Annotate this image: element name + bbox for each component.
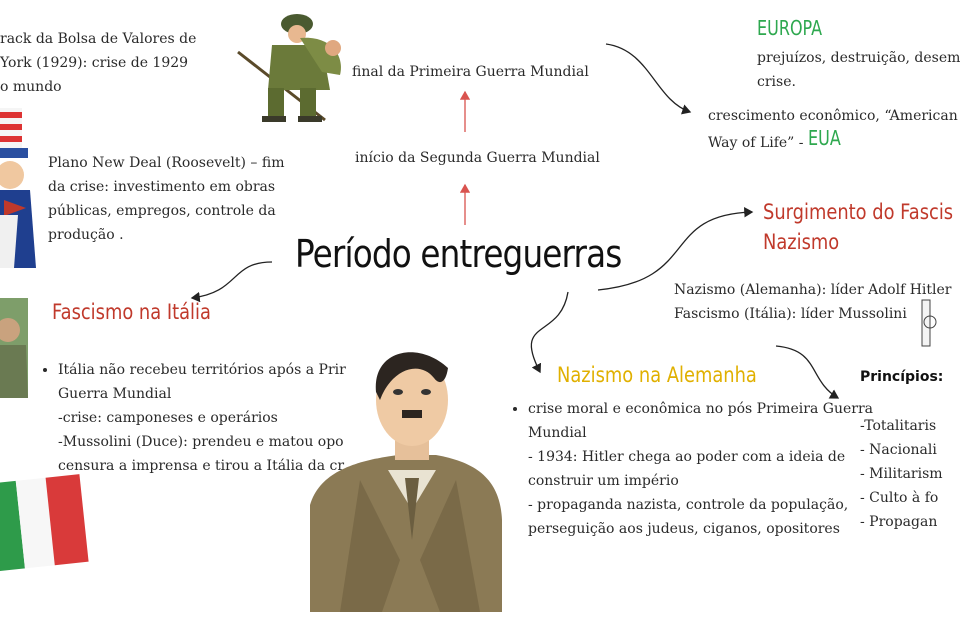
europa-text: prejuízos, destruição, desem crise. bbox=[757, 50, 960, 90]
nazismo-text: • crise moral e econômica no pós Primeira Guerra Mundial - 1934: Hitler chega ao poder com a ideia de construir um império - propaganda nazista, controle da população, perseguição aos judeus, ciganos, opositores bbox=[506, 397, 873, 541]
italy-flag bbox=[0, 474, 89, 571]
fascismo-header: Fascismo na Itália bbox=[52, 300, 211, 324]
uncle-sam-illustration bbox=[0, 108, 36, 268]
arrow-final-to-europa bbox=[606, 44, 690, 112]
node-inicio-segunda-guerra: início da Segunda Guerra Mundial bbox=[355, 150, 600, 166]
arrow-title-to-fascismo bbox=[192, 262, 272, 298]
principios-header: Princípios: bbox=[860, 369, 944, 385]
node-final-primeira-guerra: final da Primeira Guerra Mundial bbox=[352, 64, 589, 80]
europa-header: EUROPA bbox=[757, 16, 823, 40]
arrow-title-to-nazismo bbox=[531, 292, 568, 372]
arrow-surgimento-to-principios bbox=[776, 346, 838, 398]
soldier-illustration bbox=[238, 14, 341, 122]
node-crash-1929: rack da Bolsa de Valores de York (1929): crise de 1929 o mundo bbox=[0, 31, 197, 95]
hitler-portrait bbox=[310, 352, 502, 612]
eua-tag: EUA bbox=[807, 126, 841, 150]
nazismo-header: Nazismo na Alemanha bbox=[557, 363, 757, 387]
mussolini-illustration bbox=[0, 298, 28, 398]
fascismo-bullet: • Itália não recebeu territórios após a Prir Guerra Mundial bbox=[58, 358, 308, 406]
fascismo-text: • Itália não recebeu territórios após a Prir Guerra Mundial -crise: camponeses e operários -Mussolini (Duce): prendeu e matou opo censura a imprensa e tirou a Itália da cr bbox=[36, 358, 308, 478]
diagram-title: Período entreguerras bbox=[295, 232, 622, 276]
eua-text: crescimento econômico, “American Way of Life” - EUA bbox=[708, 108, 958, 151]
node-new-deal: Plano New Deal (Roosevelt) – fim da crise: investimento em obras públicas, empregos, controle da produção . bbox=[48, 155, 285, 243]
principios-list: -Totalitaris - Nacionali - Militarism - Culto à fo - Propagan bbox=[860, 418, 943, 530]
nazismo-bullet: • crise moral e econômica no pós Primeira Guerra Mundial bbox=[528, 397, 873, 445]
surgimento-header: Surgimento do Fascis Nazismo bbox=[763, 200, 954, 254]
surgimento-text: Nazismo (Alemanha): líder Adolf Hitler Fascismo (Itália): líder Mussolini bbox=[674, 282, 952, 322]
